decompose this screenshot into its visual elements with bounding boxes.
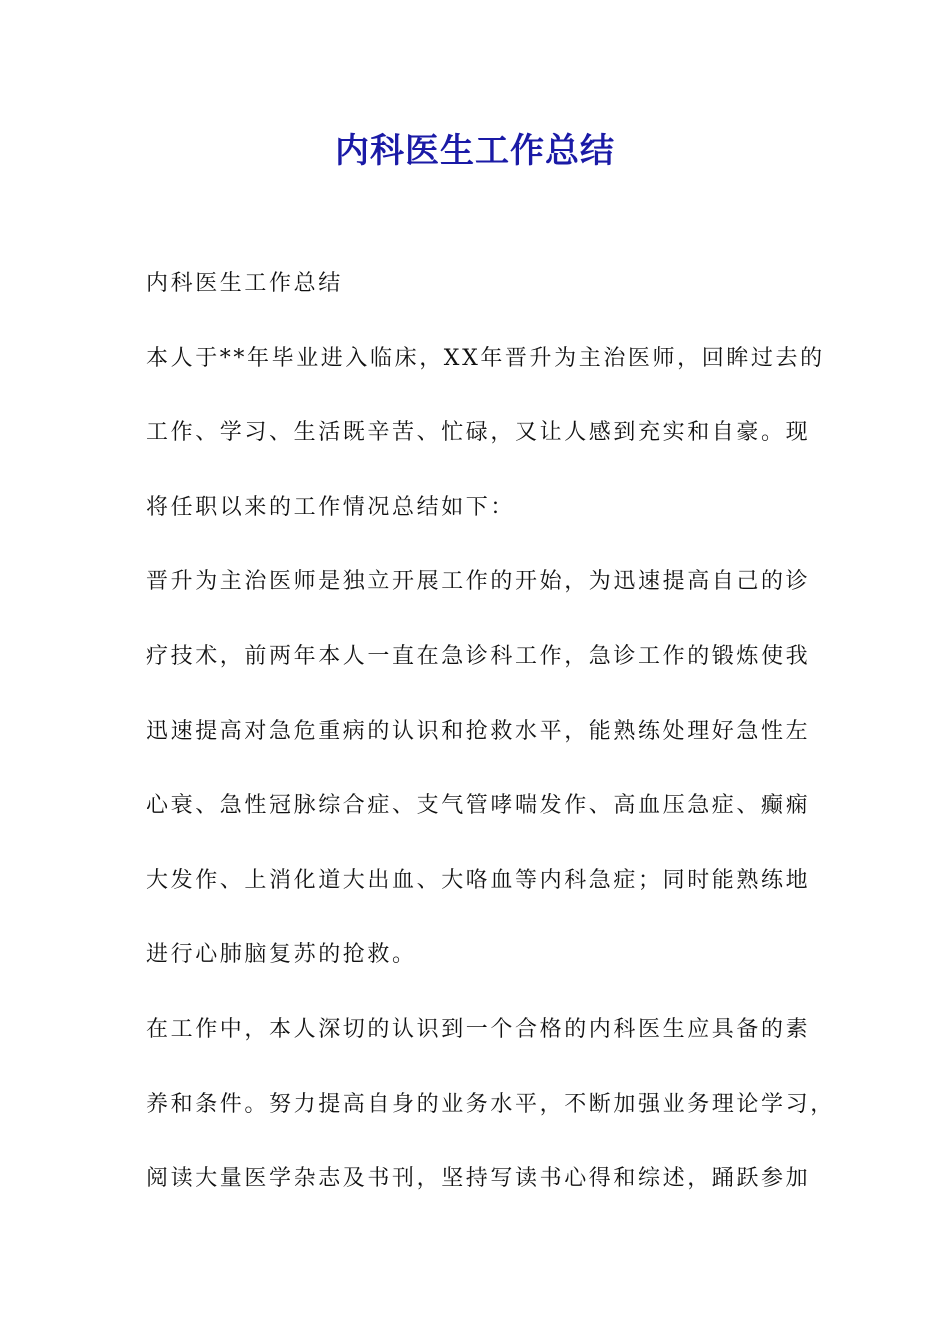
body-line: 将任职以来的工作情况总结如下： — [146, 494, 516, 520]
body-line: 阅读大量医学杂志及书刊，坚持写读书心得和综述，踊跃参加 — [146, 1166, 811, 1192]
body-line: 在工作中，本人深切的认识到一个合格的内科医生应具备的素 — [146, 1016, 811, 1042]
body-line: 迅速提高对急危重病的认识和抢救水平，能熟练处理好急性左 — [146, 718, 811, 744]
body-line: 大发作、上消化道大出血、大咯血等内科急症；同时能熟练地 — [146, 867, 811, 893]
body-line: 心衰、急性冠脉综合症、支气管哮喘发作、高血压急症、癫痫 — [146, 793, 811, 819]
body-line: 工作、学习、生活既辛苦、忙碌，又让人感到充实和自豪。现 — [146, 420, 811, 446]
body-line: 养和条件。努力提高自身的业务水平，不断加强业务理论学习， — [146, 1091, 835, 1117]
document-title: 内科医生工作总结 — [335, 131, 615, 171]
body-line: 内科医生工作总结 — [146, 271, 343, 296]
document-body — [146, 262, 835, 1232]
body-line: 晋升为主治医师是独立开展工作的开始，为迅速提高自己的诊 — [146, 569, 811, 595]
body-line: 本人于**年毕业进入临床，XX年晋升为主治医师，回眸过去的 — [146, 345, 825, 371]
body-line: 进行心肺脑复苏的抢救。 — [146, 942, 417, 968]
body-line: 疗技术，前两年本人一直在急诊科工作，急诊工作的锻炼使我 — [146, 643, 811, 669]
